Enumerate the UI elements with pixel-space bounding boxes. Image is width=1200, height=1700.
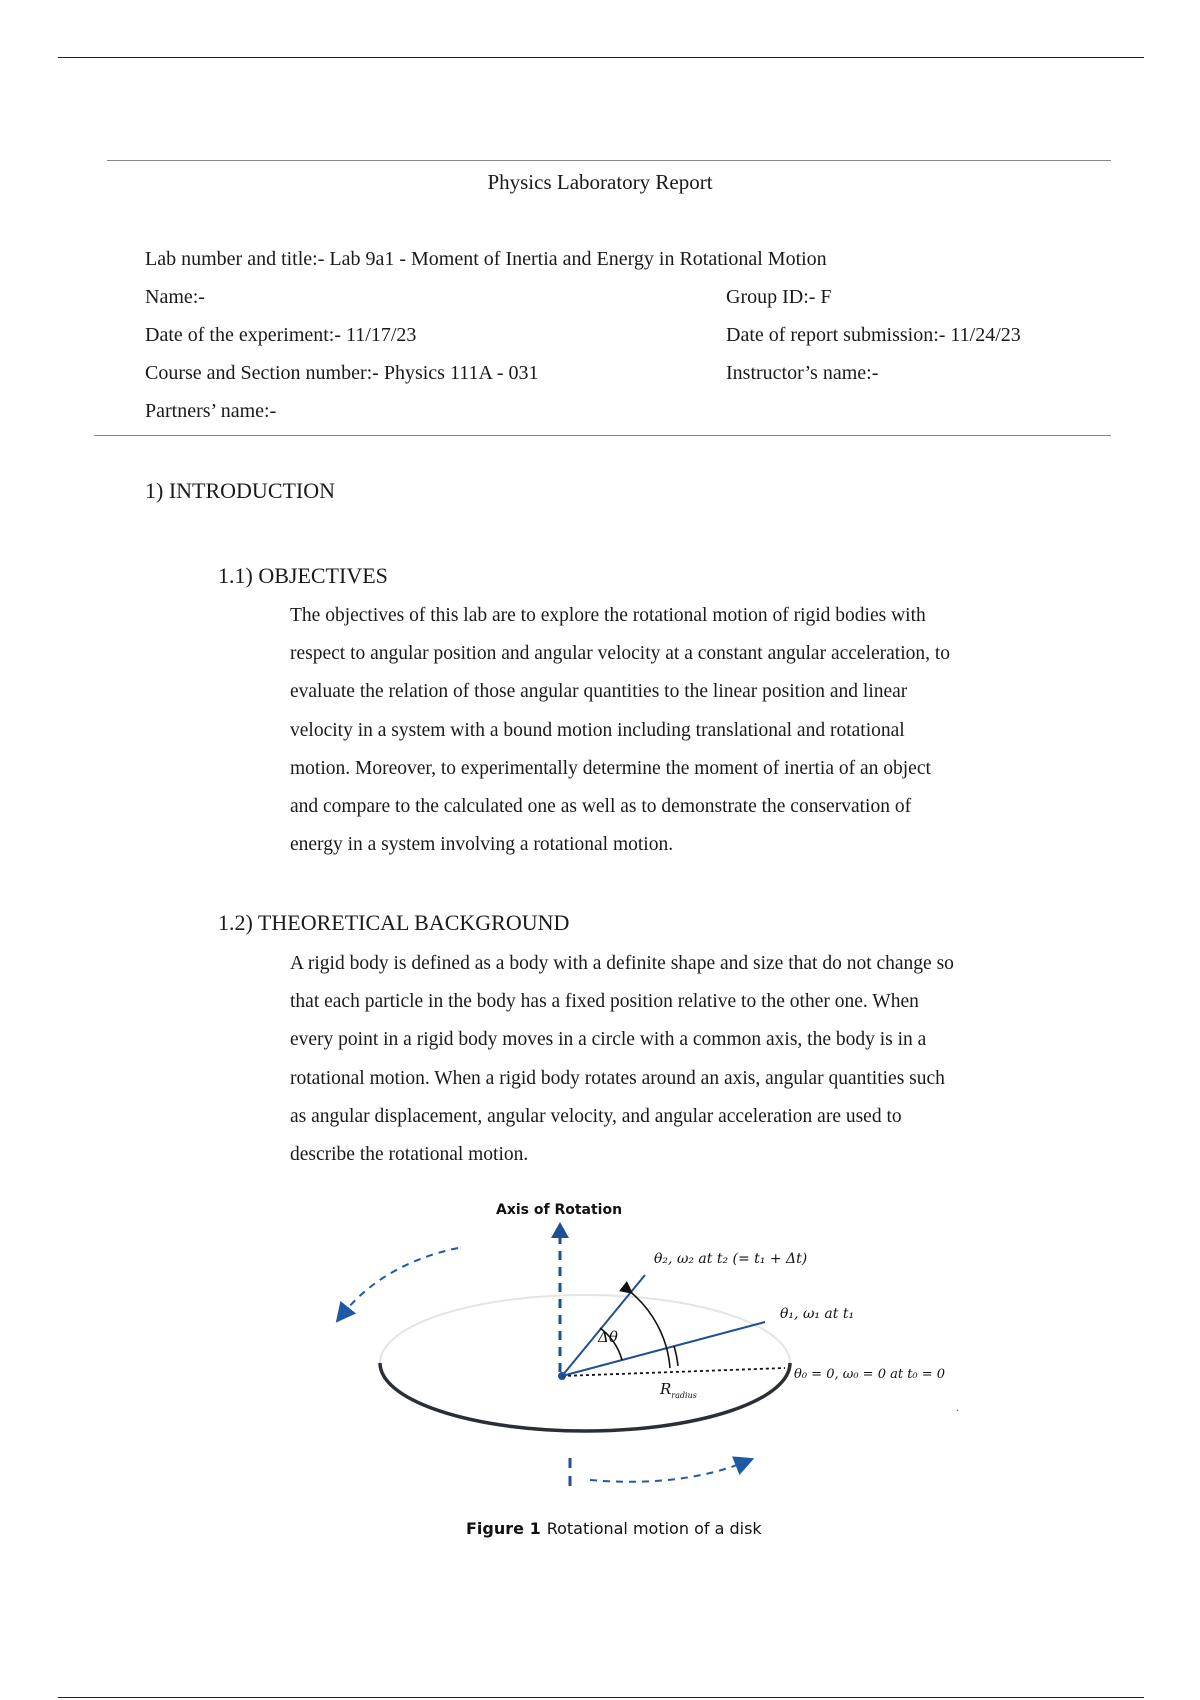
small-angle-arc xyxy=(674,1346,678,1366)
paragraph-line: as angular displacement, angular velocity, and angular acceleration are used to xyxy=(290,1105,902,1127)
paragraph-line: respect to angular position and angular velocity at a constant angular acceleration, to xyxy=(290,643,951,665)
top-border-rule xyxy=(58,57,1144,58)
paragraph-line: describe the rotational motion. xyxy=(290,1143,529,1165)
axis-arrow-head xyxy=(551,1222,569,1238)
objectives-paragraph xyxy=(290,597,1050,864)
group-id: Group ID:- F xyxy=(726,286,832,308)
paragraph-line: velocity in a system with a bound motion including translational and rotational xyxy=(290,719,905,741)
radius-line xyxy=(562,1368,785,1376)
figure-caption xyxy=(466,1519,762,1538)
paragraph-line: every point in a rigid body moves in a circle with a common axis, the body is in a xyxy=(290,1029,927,1051)
theta2-line xyxy=(562,1275,645,1376)
paragraph-line: A rigid body is defined as a body with a definite shape and size that do not change so xyxy=(290,953,954,974)
objectives-heading: 1.1) OBJECTIVES xyxy=(218,563,388,588)
figure-rotational-disk xyxy=(300,1180,990,1560)
theta1-line xyxy=(562,1322,765,1376)
figure-caption-number: Figure 1 xyxy=(466,1519,541,1538)
radius-subscript: radius xyxy=(671,1391,697,1400)
disk-front-rim xyxy=(380,1363,790,1431)
submission-date: Date of report submission:- 11/24/23 xyxy=(726,324,1021,346)
theta1-label: θ₁, ω₁ at t₁ xyxy=(780,1306,855,1322)
disk-back-rim xyxy=(380,1295,790,1363)
rotation-arrow-upper xyxy=(342,1248,458,1315)
course-section: Course and Section number:- Physics 111A - 031 xyxy=(145,362,539,384)
lab-title: Lab number and title:- Lab 9a1 - Moment of Inertia and Energy in Rotational Motion xyxy=(145,248,827,270)
theory-heading: 1.2) THEORETICAL BACKGROUND xyxy=(218,910,570,935)
header-bottom-rule xyxy=(94,435,1111,436)
radius-label xyxy=(659,1380,697,1400)
theory-paragraph xyxy=(290,945,1050,1174)
paragraph-line: The objectives of this lab are to explore the rotational motion of rigid bodies with xyxy=(290,605,926,626)
introduction-heading: 1) INTRODUCTION xyxy=(145,478,336,503)
radius-symbol: R xyxy=(660,1380,672,1398)
figure-caption-text: Rotational motion of a disk xyxy=(546,1519,762,1538)
partners-name: Partners’ name:- xyxy=(145,400,277,422)
report-title: Physics Laboratory Report xyxy=(487,170,713,194)
paragraph-line: and compare to the calculated one as well as to demonstrate the conservation of xyxy=(290,795,912,817)
student-name: Name:- xyxy=(145,286,205,308)
instructor-name: Instructor’s name:- xyxy=(726,362,879,384)
rotation-arrow-lower xyxy=(590,1462,745,1482)
paragraph-line: evaluate the relation of those angular quantities to the linear position and linear xyxy=(290,681,908,703)
delta-theta-label: Δθ xyxy=(598,1328,618,1346)
theta0-label: θ₀ = 0, ω₀ = 0 at t₀ = 0 xyxy=(794,1367,946,1382)
disk-diagram xyxy=(300,1180,990,1560)
bottom-border-rule xyxy=(58,1697,1144,1698)
experiment-date: Date of the experiment:- 11/17/23 xyxy=(145,324,417,346)
header-top-rule xyxy=(107,160,1111,161)
paragraph-line: that each particle in the body has a fixed position relative to the other one. When xyxy=(290,991,919,1013)
paragraph-line: energy in a system involving a rotational motion. xyxy=(290,834,674,856)
axis-of-rotation-label: Axis of Rotation xyxy=(496,1202,623,1218)
stray-dot: · xyxy=(956,1406,960,1417)
theta2-label: θ₂, ω₂ at t₂ (= t₁ + Δt) xyxy=(654,1251,808,1267)
paragraph-line: motion. Moreover, to experimentally determine the moment of inertia of an object xyxy=(290,757,931,779)
paragraph-line: rotational motion. When a rigid body rotates around an axis, angular quantities such xyxy=(290,1067,945,1089)
